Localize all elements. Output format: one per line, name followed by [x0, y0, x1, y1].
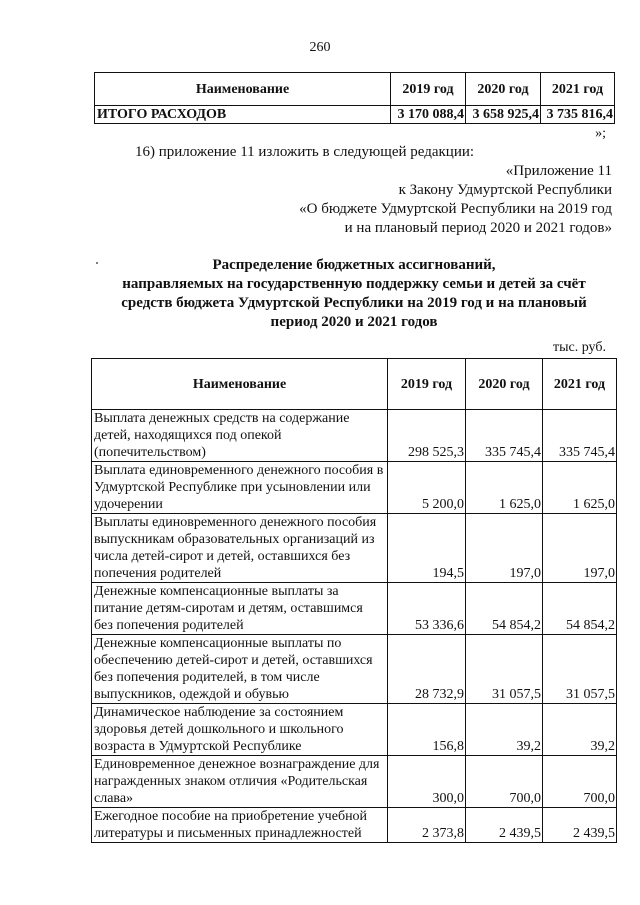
title-line: Распределение бюджетных ассигнований,: [212, 257, 496, 273]
appendix-line: к Закону Удмуртской Республики: [398, 182, 612, 198]
row-2021: 197,0: [543, 514, 617, 583]
row-2020: 2 439,5: [466, 808, 543, 843]
row-2020: 700,0: [466, 756, 543, 808]
row-2019: 194,5: [388, 514, 466, 583]
table-row: [92, 756, 617, 808]
row-2021: 1 625,0: [543, 462, 617, 514]
main-table-header-row: [92, 359, 617, 410]
total-expenses-row: [95, 106, 615, 124]
row-2020: 39,2: [466, 704, 543, 756]
row-2019: 2 373,8: [388, 808, 466, 843]
row-2020: 31 057,5: [466, 635, 543, 704]
row-2021: 54 854,2: [543, 583, 617, 635]
row-name: Выплаты единовременного денежного пособия выпускникам образовательных организаций из числа детей-сирот и детей, оставшихся без попечения родителей: [92, 514, 388, 583]
row-2021: 31 057,5: [543, 635, 617, 704]
total-2019: 3 170 088,4: [391, 106, 466, 124]
top-header-name: Наименование: [95, 73, 391, 106]
page-number: 260: [309, 40, 331, 55]
row-2019: 28 732,9: [388, 635, 466, 704]
total-2021: 3 735 816,4: [541, 106, 615, 124]
table-row: [92, 635, 617, 704]
row-name: Денежные компенсационные выплаты по обеспечению детей-сирот и детей, оставшихся без попечения родителей, в том числе выпускников, одеждой и обувью: [92, 635, 388, 704]
family-support-table: [91, 358, 617, 843]
closing-quote: »;: [595, 126, 606, 141]
appendix-line: и на плановый период 2020 и 2021 годов»: [344, 220, 612, 236]
top-header-2020: 2020 год: [466, 73, 541, 106]
table-row: [92, 410, 617, 462]
appendix-line: «Приложение 11: [505, 163, 612, 179]
row-2019: 5 200,0: [388, 462, 466, 514]
document-title: [94, 256, 614, 332]
row-2021: 39,2: [543, 704, 617, 756]
row-2020: 1 625,0: [466, 462, 543, 514]
total-expenses-label: ИТОГО РАСХОДОВ: [95, 106, 391, 124]
row-2019: 53 336,6: [388, 583, 466, 635]
row-2020: 54 854,2: [466, 583, 543, 635]
row-name: Выплата единовременного денежного пособия в Удмуртской Республике при усыновлении или удочерении: [92, 462, 388, 514]
row-name: Единовременное денежное вознаграждение для награжденных знаком отличия «Родительская слава»: [92, 756, 388, 808]
row-2021: 700,0: [543, 756, 617, 808]
units-label: тыс. руб.: [553, 340, 606, 355]
row-name: Ежегодное пособие на приобретение учебной литературы и письменных принадлежностей: [92, 808, 388, 843]
top-header-2019: 2019 год: [391, 73, 466, 106]
row-2019: 156,8: [388, 704, 466, 756]
table-row: [92, 462, 617, 514]
row-2021: 335 745,4: [543, 410, 617, 462]
title-line: направляемых на государственную поддержку семьи и детей за счёт: [122, 276, 586, 292]
title-line: период 2020 и 2021 годов: [270, 314, 438, 330]
header-2019: 2019 год: [388, 359, 466, 410]
title-line: средств бюджета Удмуртской Республики на 2019 год и на плановый: [121, 295, 587, 311]
top-table-header-row: [95, 73, 615, 106]
table-row: [92, 704, 617, 756]
row-2020: 197,0: [466, 514, 543, 583]
top-header-2021: 2021 год: [541, 73, 615, 106]
appendix-line: «О бюджете Удмуртской Республики на 2019 год: [299, 201, 612, 217]
appendix-heading: [299, 162, 612, 238]
table-row: [92, 583, 617, 635]
row-2021: 2 439,5: [543, 808, 617, 843]
header-2021: 2021 год: [543, 359, 617, 410]
row-name: Выплата денежных средств на содержание детей, находящихся под опекой (попечительством): [92, 410, 388, 462]
item-16-text: 16) приложение 11 изложить в следующей редакции:: [135, 144, 475, 160]
total-2020: 3 658 925,4: [466, 106, 541, 124]
table-row: [92, 808, 617, 843]
row-2019: 300,0: [388, 756, 466, 808]
row-2020: 335 745,4: [466, 410, 543, 462]
table-row: [92, 514, 617, 583]
row-name: Денежные компенсационные выплаты за питание детям-сиротам и детям, оставшимся без попечения родителей: [92, 583, 388, 635]
header-name: Наименование: [92, 359, 388, 410]
row-2019: 298 525,3: [388, 410, 466, 462]
row-name: Динамическое наблюдение за состоянием здоровья детей дошкольного и школьного возраста в Удмуртской Республике: [92, 704, 388, 756]
header-2020: 2020 год: [466, 359, 543, 410]
previous-table-fragment: [94, 72, 615, 124]
